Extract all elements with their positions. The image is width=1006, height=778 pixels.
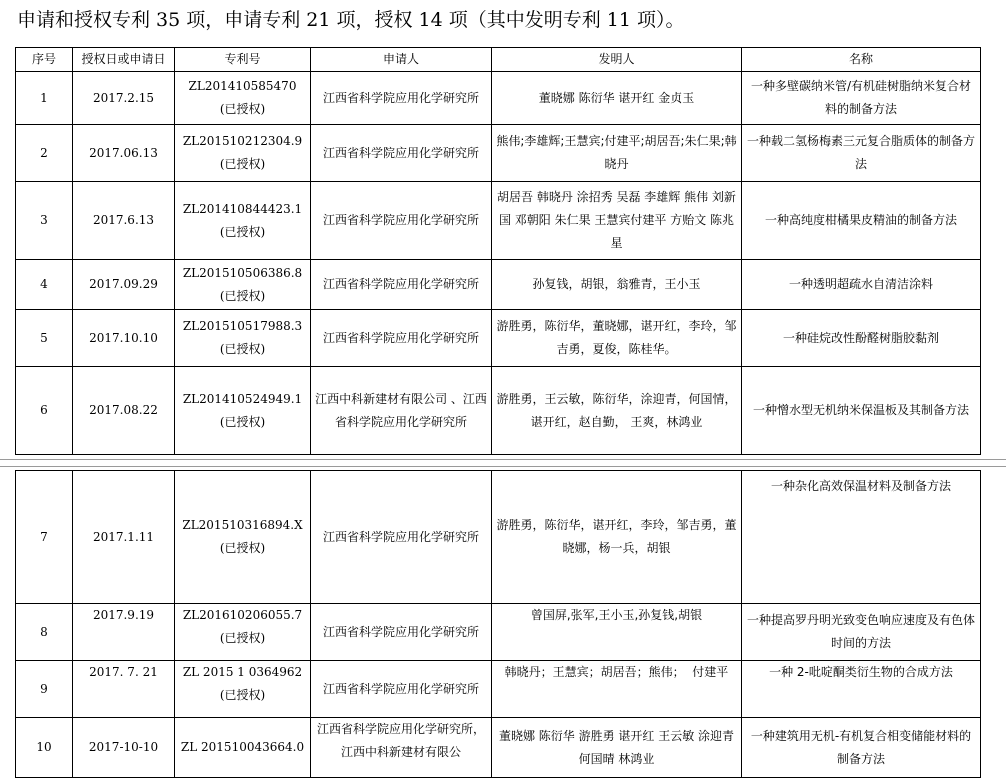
cell-inventors: 游胜勇，陈衍华，谌开红，李玲，邹吉勇，董晓娜，杨一兵，胡银	[492, 471, 742, 604]
cell-no: 1	[16, 72, 73, 125]
cell-applicant: 江西省科学院应用化学研究所	[311, 260, 492, 310]
cell-title: 一种憎水型无机纳米保温板及其制备方法	[742, 367, 981, 455]
table-row	[16, 367, 981, 455]
cell-inventors: 韩晓丹；王慧宾；胡居吾；熊伟； 付建平	[492, 661, 742, 718]
cell-patent: ZL201410844423.1 (已授权)	[175, 182, 311, 260]
cell-applicant: 江西省科学院应用化学研究所	[311, 125, 492, 182]
cell-patent: ZL201510212304.9 (已授权)	[175, 125, 311, 182]
column-header-inventors: 发明人	[492, 48, 742, 72]
cell-inventors: 曾国屏,张军,王小玉,孙复钱,胡银	[492, 604, 742, 661]
table-row	[16, 604, 981, 661]
cell-inventors: 游胜勇，陈衍华，董晓娜，谌开红，李玲，邹吉勇，夏俊，陈桂华。	[492, 310, 742, 367]
column-header-applicant: 申请人	[311, 48, 492, 72]
cell-applicant: 江西省科学院应用化学研究所	[311, 310, 492, 367]
cell-date: 2017.10.10	[73, 310, 175, 367]
cell-date: 2017.08.22	[73, 367, 175, 455]
cell-patent: ZL201410585470 (已授权)	[175, 72, 311, 125]
section-heading: 申请和授权专利 35 项，申请专利 21 项，授权 14 项（其中发明专利 11 项）。	[17, 9, 685, 31]
page-break-divider	[0, 459, 1006, 467]
cell-date: 2017.6.13	[73, 182, 175, 260]
cell-no: 2	[16, 125, 73, 182]
cell-date: 2017.2.15	[73, 72, 175, 125]
cell-date: 2017.9.19	[73, 604, 175, 661]
cell-patent: ZL 201510043664.0	[175, 718, 311, 778]
table-row	[16, 72, 981, 125]
patent-table-page-1	[15, 47, 981, 455]
cell-title: 一种建筑用无机-有机复合相变储能材料的制备方法	[742, 718, 981, 778]
cell-patent: ZL201510506386.8(已授权)	[175, 260, 311, 310]
cell-date: 2017.06.13	[73, 125, 175, 182]
table-row	[16, 260, 981, 310]
table-row	[16, 718, 981, 778]
cell-no: 10	[16, 718, 73, 778]
cell-applicant: 江西中科新建材有限公司 、江西省科学院应用化学研究所	[311, 367, 492, 455]
cell-no: 3	[16, 182, 73, 260]
cell-inventors: 游胜勇，王云敏，陈衍华，涂迎青，何国情，谌开红，赵自勤， 王爽，林鸿业	[492, 367, 742, 455]
cell-title: 一种载二氢杨梅素三元复合脂质体的制备方法	[742, 125, 981, 182]
cell-date: 2017-10-10	[73, 718, 175, 778]
cell-title: 一种杂化高效保温材料及制备方法	[742, 471, 981, 604]
cell-patent: ZL201510316894.X (已授权)	[175, 471, 311, 604]
column-header-patent: 专利号	[175, 48, 311, 72]
cell-no: 5	[16, 310, 73, 367]
table-row	[16, 471, 981, 604]
cell-applicant: 江西省科学院应用化学研究所	[311, 182, 492, 260]
cell-inventors: 董晓娜 陈衍华 谌开红 金贞玉	[492, 72, 742, 125]
column-header-date: 授权日或申请日	[73, 48, 175, 72]
cell-applicant: 江西省科学院应用化学研究所	[311, 471, 492, 604]
cell-date: 2017.1.11	[73, 471, 175, 604]
cell-no: 9	[16, 661, 73, 718]
cell-title: 一种多壁碳纳米管/有机硅树脂纳米复合材料的制备方法	[742, 72, 981, 125]
cell-no: 6	[16, 367, 73, 455]
table-row	[16, 661, 981, 718]
cell-title: 一种硅烷改性酚醛树脂胶黏剂	[742, 310, 981, 367]
cell-patent: ZL 2015 1 0364962 (已授权)	[175, 661, 311, 718]
cell-date: 2017.09.29	[73, 260, 175, 310]
cell-applicant: 江西省科学院应用化学研究所	[311, 72, 492, 125]
column-header-title: 名称	[742, 48, 981, 72]
table-row	[16, 310, 981, 367]
table-header-row	[16, 48, 981, 72]
table-row	[16, 182, 981, 260]
cell-no: 4	[16, 260, 73, 310]
cell-title: 一种高纯度柑橘果皮精油的制备方法	[742, 182, 981, 260]
cell-applicant: 江西省科学院应用化学研究所	[311, 661, 492, 718]
cell-inventors: 孙复钱，胡银，翁雅青，王小玉	[492, 260, 742, 310]
patent-table-page-2	[15, 470, 981, 778]
cell-date: 2017. 7. 21	[73, 661, 175, 718]
cell-inventors: 熊伟;李雄辉;王慧宾;付建平;胡居吾;朱仁果;韩晓丹	[492, 125, 742, 182]
cell-applicant: 江西省科学院应用化学研究所	[311, 604, 492, 661]
cell-inventors: 董晓娜 陈衍华 游胜勇 谌开红 王云敏 涂迎青 何国晴 林鸿业	[492, 718, 742, 778]
cell-no: 8	[16, 604, 73, 661]
cell-title: 一种透明超疏水自清洁涂料	[742, 260, 981, 310]
cell-title: 一种提高罗丹明光致变色响应速度及有色体时间的方法	[742, 604, 981, 661]
table-row	[16, 125, 981, 182]
cell-patent: ZL201610206055.7 (已授权)	[175, 604, 311, 661]
cell-title: 一种 2-吡啶酮类衍生物的合成方法	[742, 661, 981, 718]
cell-inventors: 胡居吾 韩晓丹 涂招秀 吴磊 李雄辉 熊伟 刘新国 邓朝阳 朱仁果 王慧宾付建平 方贻文 陈兆星	[492, 182, 742, 260]
cell-applicant: 江西省科学院应用化学研究所，江西中科新建材有限公	[311, 718, 492, 778]
column-header-no: 序号	[16, 48, 73, 72]
cell-patent: ZL201510517988.3 (已授权)	[175, 310, 311, 367]
cell-no: 7	[16, 471, 73, 604]
cell-patent: ZL201410524949.1 (已授权)	[175, 367, 311, 455]
